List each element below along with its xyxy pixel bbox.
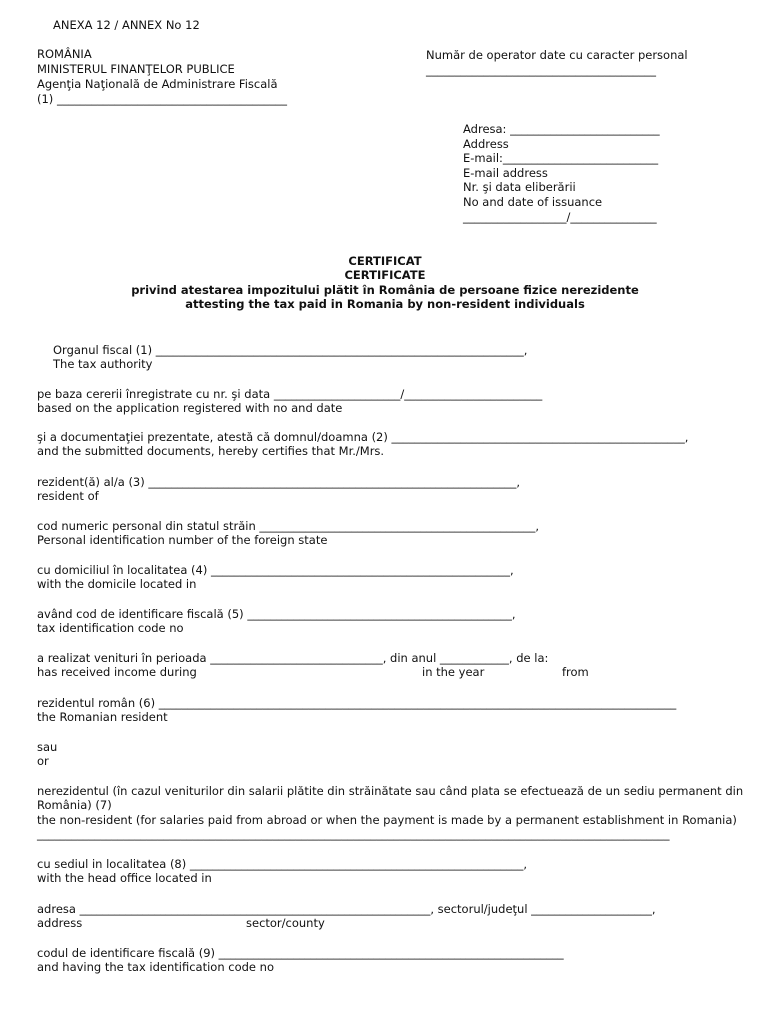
operator-label: Număr de operator date cu caracter personal bbox=[426, 48, 688, 62]
email-field[interactable]: E-mail:___________________________ bbox=[463, 151, 659, 165]
head-office-label-en: with the head office located in bbox=[37, 871, 212, 885]
office-tax-id-field[interactable]: codul de identificare fiscală (9) ____________________________________________________________ bbox=[37, 946, 564, 960]
person-name-field[interactable]: şi a documentaţiei prezentate, atestă că domnul/doamna (2) ___________________________________________________, bbox=[37, 430, 689, 444]
issue-label: Nr. şi data eliberării bbox=[463, 180, 576, 194]
title-ro: CERTIFICAT bbox=[348, 254, 422, 268]
tax-authority-field[interactable]: Organul fiscal (1) ________________________________________________________________, bbox=[53, 343, 528, 357]
email-label-en: E-mail address bbox=[463, 166, 548, 180]
year-label-en: in the year bbox=[422, 665, 485, 679]
issue-label-en: No and date of issuance bbox=[463, 195, 603, 209]
ministry-line: MINISTERUL FINANŢELOR PUBLICE bbox=[37, 62, 235, 76]
country-line: ROMÂNIA bbox=[37, 47, 92, 61]
non-resident-field[interactable]: ______________________________________________________________________________________________________________ bbox=[37, 827, 670, 841]
domicile-label-en: with the domicile located in bbox=[37, 577, 197, 591]
non-resident-text-ro: nerezidentul (în cazul veniturilor din salarii plătite din străinătate sau când plata se efectuează de un sediu permanent din bbox=[37, 784, 744, 798]
office-tax-id-label-en: and having the tax identification code no bbox=[37, 960, 274, 974]
romanian-resident-field[interactable]: rezidentul român (6) __________________________________________________________________________________________ bbox=[37, 696, 677, 710]
residence-field[interactable]: rezident(ă) al/a (3) ________________________________________________________________, bbox=[37, 475, 521, 489]
agency-line: Agenţia Naţională de Administrare Fiscală bbox=[37, 77, 278, 91]
or-label-en: or bbox=[37, 754, 49, 768]
office-address-label-en: address bbox=[37, 916, 83, 930]
domicile-field[interactable]: cu domiciliul în localitatea (4) ____________________________________________________, bbox=[37, 563, 514, 577]
person-name-label-en: and the submitted documents, hereby certifies that Mr./Mrs. bbox=[37, 444, 385, 458]
tax-authority-label-en: The tax authority bbox=[53, 357, 153, 371]
authority-field-1[interactable]: (1) ________________________________________ bbox=[37, 92, 287, 106]
foreign-id-label-en: Personal identification number of the foreign state bbox=[37, 533, 328, 547]
sector-label-en: sector/county bbox=[246, 916, 325, 930]
non-resident-text-ro-2: România) (7) bbox=[37, 798, 112, 812]
from-label-en: from bbox=[562, 665, 589, 679]
residence-label-en: resident of bbox=[37, 489, 99, 503]
or-label-ro: sau bbox=[37, 740, 58, 754]
income-period-label-en: has received income during bbox=[37, 665, 197, 679]
address-field[interactable]: Adresa: __________________________ bbox=[463, 122, 660, 136]
non-resident-text-en: the non-resident (for salaries paid from abroad or when the payment is made by a permanent establishment in Romania) bbox=[37, 813, 737, 827]
subtitle-en: attesting the tax paid in Romania by non-resident individuals bbox=[185, 297, 585, 311]
head-office-field[interactable]: cu sediul in localitatea (8) __________________________________________________________, bbox=[37, 857, 528, 871]
application-label-en: based on the application registered with no and date bbox=[37, 401, 343, 415]
tax-id-label-en: tax identification code no bbox=[37, 621, 184, 635]
address-label-en: Address bbox=[463, 137, 509, 151]
foreign-id-field[interactable]: cod numeric personal din statul străin ________________________________________________, bbox=[37, 519, 540, 533]
issue-field[interactable]: __________________/_______________ bbox=[463, 210, 657, 224]
income-period-field[interactable]: a realizat venituri în perioada ______________________________, din anul ____________, de la: bbox=[37, 651, 549, 665]
operator-field[interactable]: ________________________________________ bbox=[426, 63, 656, 77]
romanian-resident-label-en: the Romanian resident bbox=[37, 710, 168, 724]
tax-id-field[interactable]: având cod de identificare fiscală (5) ______________________________________________, bbox=[37, 607, 516, 621]
title-en: CERTIFICATE bbox=[344, 268, 426, 282]
subtitle-ro: privind atestarea impozitului plătit în România de persoane fizice nerezidente bbox=[131, 283, 639, 297]
office-address-field[interactable]: adresa _____________________________________________________________, sectorul/judeţul _____________________, bbox=[37, 902, 656, 916]
annex-label: ANEXA 12 / ANNEX No 12 bbox=[53, 18, 200, 32]
application-field[interactable]: pe baza cererii înregistrate cu nr. şi data ______________________/________________________ bbox=[37, 387, 543, 401]
